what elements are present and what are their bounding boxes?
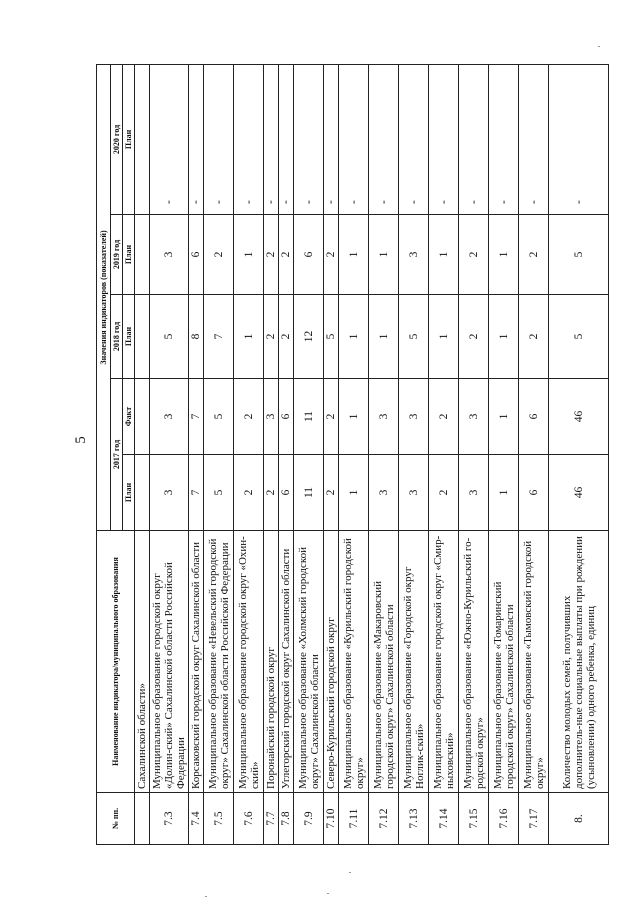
plan-2020-cell: - (489, 64, 519, 214)
plan-2019-cell: 2 (204, 215, 234, 295)
fact-2017-cell: 3 (369, 379, 399, 455)
plan-2020-cell: - (519, 64, 549, 214)
plan-2018-cell: 2 (519, 295, 549, 379)
plan-2019-cell: 2 (279, 215, 294, 295)
row-name: Корсаковский городской округ Сахалинской области (189, 531, 204, 793)
plan-2019-cell: 1 (339, 215, 369, 295)
scan-speck (205, 896, 207, 897)
plan-2020-cell (135, 64, 150, 214)
plan-2018-cell: 5 (399, 295, 429, 379)
header-no: № пп. (97, 793, 135, 845)
header-plan-2020: План (123, 64, 135, 214)
plan-2017-cell: 2 (429, 455, 459, 531)
row-number: 7.14 (429, 793, 459, 845)
plan-2019-cell: 2 (459, 215, 489, 295)
table-row (519, 64, 549, 844)
table-row (489, 64, 519, 844)
table-row (459, 64, 489, 844)
fact-2017-cell: 2 (429, 379, 459, 455)
rotated-table-container (96, 65, 608, 845)
row-number: 7.16 (489, 793, 519, 845)
plan-2018-cell (135, 295, 150, 379)
plan-2020-cell: - (264, 64, 279, 214)
fact-2017-cell: 6 (519, 379, 549, 455)
plan-2020-cell: - (549, 64, 609, 214)
plan-2020-cell: - (429, 64, 459, 214)
plan-2020-cell: - (294, 64, 324, 214)
header-name: Наименование индикатора/муниципального образования (97, 531, 135, 793)
row-name: Муниципальное образование «Макаровский городской округ» Сахалинской области (369, 531, 399, 793)
header-year-2017: 2017 год (111, 379, 123, 531)
row-number: 7.7 (264, 793, 279, 845)
row-name: Поронайский городской округ (264, 531, 279, 793)
fact-2017-cell: 5 (204, 379, 234, 455)
plan-2017-cell: 2 (264, 455, 279, 531)
plan-2017-cell (135, 455, 150, 531)
fact-2017-cell: 2 (234, 379, 264, 455)
plan-2020-cell: - (339, 64, 369, 214)
plan-2018-cell: 7 (204, 295, 234, 379)
row-number: 8. (549, 793, 609, 845)
table-row (339, 64, 369, 844)
fact-2017-cell: 3 (150, 379, 189, 455)
table-row (294, 64, 324, 844)
row-name: Северо-Курильский городской округ (324, 531, 339, 793)
plan-2019-cell: 3 (399, 215, 429, 295)
plan-2019-cell: 1 (489, 215, 519, 295)
fact-2017-cell: 2 (324, 379, 339, 455)
plan-2020-cell: - (234, 64, 264, 214)
plan-2017-cell: 1 (339, 455, 369, 531)
plan-2019-cell: 1 (369, 215, 399, 295)
plan-2018-cell: 2 (279, 295, 294, 379)
table-row (429, 64, 459, 844)
plan-2019-cell: 2 (324, 215, 339, 295)
table-row (189, 64, 204, 844)
table-row (399, 64, 429, 844)
plan-2017-cell: 5 (204, 455, 234, 531)
plan-2018-cell: 8 (189, 295, 204, 379)
row-number: 7.13 (399, 793, 429, 845)
row-name: Углегорский городской округ Сахалинской области (279, 531, 294, 793)
row-number: 7.5 (204, 793, 234, 845)
row-number: 7.12 (369, 793, 399, 845)
plan-2017-cell: 3 (150, 455, 189, 531)
plan-2020-cell: - (279, 64, 294, 214)
header-values-group: Значения индикаторов (показателей) (97, 64, 111, 530)
plan-2018-cell: 5 (150, 295, 189, 379)
table-row (150, 64, 189, 844)
plan-2019-cell: 1 (429, 215, 459, 295)
plan-2019-cell: 6 (294, 215, 324, 295)
fact-2017-cell: 46 (549, 379, 609, 455)
row-number: 7.3 (150, 793, 189, 845)
plan-2018-cell: 1 (369, 295, 399, 379)
row-name: Муниципальное образование «Городской округ Ноглик-ский» (399, 531, 429, 793)
plan-2017-cell: 6 (519, 455, 549, 531)
header-year-2019: 2019 год (111, 215, 123, 295)
fact-2017-cell: 1 (339, 379, 369, 455)
page-number: 5 (73, 436, 89, 444)
row-number: 7.17 (519, 793, 549, 845)
plan-2017-cell: 7 (189, 455, 204, 531)
plan-2019-cell: 2 (264, 215, 279, 295)
header-year-2018: 2018 год (111, 295, 123, 379)
row-name: Муниципальное образование «Холмский городской округ» Сахалинской области (294, 531, 324, 793)
row-number: 7.10 (324, 793, 339, 845)
header-fact-2017: Факт (123, 379, 135, 455)
plan-2019-cell: 2 (519, 215, 549, 295)
fact-2017-cell: 1 (489, 379, 519, 455)
plan-2017-cell: 3 (369, 455, 399, 531)
row-name: Муниципальное образование «Тымовский городской округ» (519, 531, 549, 793)
plan-2020-cell: - (399, 64, 429, 214)
table-row (264, 64, 279, 844)
scan-speck (327, 893, 329, 894)
plan-2018-cell: 5 (549, 295, 609, 379)
plan-2019-cell: 5 (549, 215, 609, 295)
row-number: 7.11 (339, 793, 369, 845)
plan-2017-cell: 3 (399, 455, 429, 531)
fact-2017-cell: 3 (459, 379, 489, 455)
fact-2017-cell: 3 (399, 379, 429, 455)
plan-2017-cell: 2 (234, 455, 264, 531)
row-name: Муниципальное образование «Южно-Курильский го-родской округ» (459, 531, 489, 793)
table-row (234, 64, 264, 844)
table-row (369, 64, 399, 844)
plan-2017-cell: 3 (459, 455, 489, 531)
fact-2017-cell: 6 (279, 379, 294, 455)
fact-2017-cell (135, 379, 150, 455)
indicators-table (96, 64, 609, 845)
plan-2020-cell: - (189, 64, 204, 214)
scan-speck (349, 872, 351, 873)
header-plan-2019: План (123, 215, 135, 295)
fact-2017-cell: 7 (189, 379, 204, 455)
plan-2020-cell: - (459, 64, 489, 214)
plan-2019-cell: 6 (189, 215, 204, 295)
table-body (135, 64, 609, 844)
plan-2020-cell: - (150, 64, 189, 214)
plan-2019-cell: 3 (150, 215, 189, 295)
row-number (135, 793, 150, 845)
row-name: Сахалинской области» (135, 531, 150, 793)
plan-2017-cell: 6 (279, 455, 294, 531)
fact-2017-cell: 11 (294, 379, 324, 455)
plan-2020-cell: - (369, 64, 399, 214)
plan-2018-cell: 12 (294, 295, 324, 379)
header-plan-2018: План (123, 295, 135, 379)
row-name: Муниципальное образование «Невельский городской округ» Сахалинской области Российской Федерации (204, 531, 234, 793)
plan-2018-cell: 1 (234, 295, 264, 379)
row-name: Муниципальное образование «Томаринский городской округ» Сахалинской области (489, 531, 519, 793)
plan-2020-cell: - (324, 64, 339, 214)
plan-2020-cell: - (204, 64, 234, 214)
row-name: Муниципальное образование «Курильский городской округ» (339, 531, 369, 793)
plan-2018-cell: 2 (459, 295, 489, 379)
plan-2017-cell: 1 (489, 455, 519, 531)
table-row (549, 64, 609, 844)
row-name: Муниципальное образование городской округ «Охин-ский» (234, 531, 264, 793)
header-year-2020: 2020 год (111, 64, 123, 214)
plan-2017-cell: 11 (294, 455, 324, 531)
plan-2017-cell: 2 (324, 455, 339, 531)
plan-2018-cell: 5 (324, 295, 339, 379)
table-row (324, 64, 339, 844)
row-name: Количество молодых семей, получивших дополнитель-ные социальные выплаты при рождении (усыновлении) одного ребенка, единиц (549, 531, 609, 793)
row-number: 7.15 (459, 793, 489, 845)
row-number: 7.4 (189, 793, 204, 845)
row-name: Муниципальное образование городской округ «Смир-ныховский» (429, 531, 459, 793)
plan-2017-cell: 46 (549, 455, 609, 531)
row-number: 7.9 (294, 793, 324, 845)
row-name: Муниципальное образование городской округ «Долин-ский» Сахалинской области Российской Федерации (150, 531, 189, 793)
table-row (279, 64, 294, 844)
plan-2018-cell: 1 (339, 295, 369, 379)
fact-2017-cell: 3 (264, 379, 279, 455)
plan-2019-cell (135, 215, 150, 295)
table-row (135, 64, 150, 844)
plan-2018-cell: 1 (489, 295, 519, 379)
scan-speck (598, 46, 600, 47)
row-number: 7.8 (279, 793, 294, 845)
plan-2019-cell: 1 (234, 215, 264, 295)
table-row (204, 64, 234, 844)
plan-2018-cell: 1 (429, 295, 459, 379)
header-plan-2017: План (123, 455, 135, 531)
plan-2018-cell: 2 (264, 295, 279, 379)
row-number: 7.6 (234, 793, 264, 845)
